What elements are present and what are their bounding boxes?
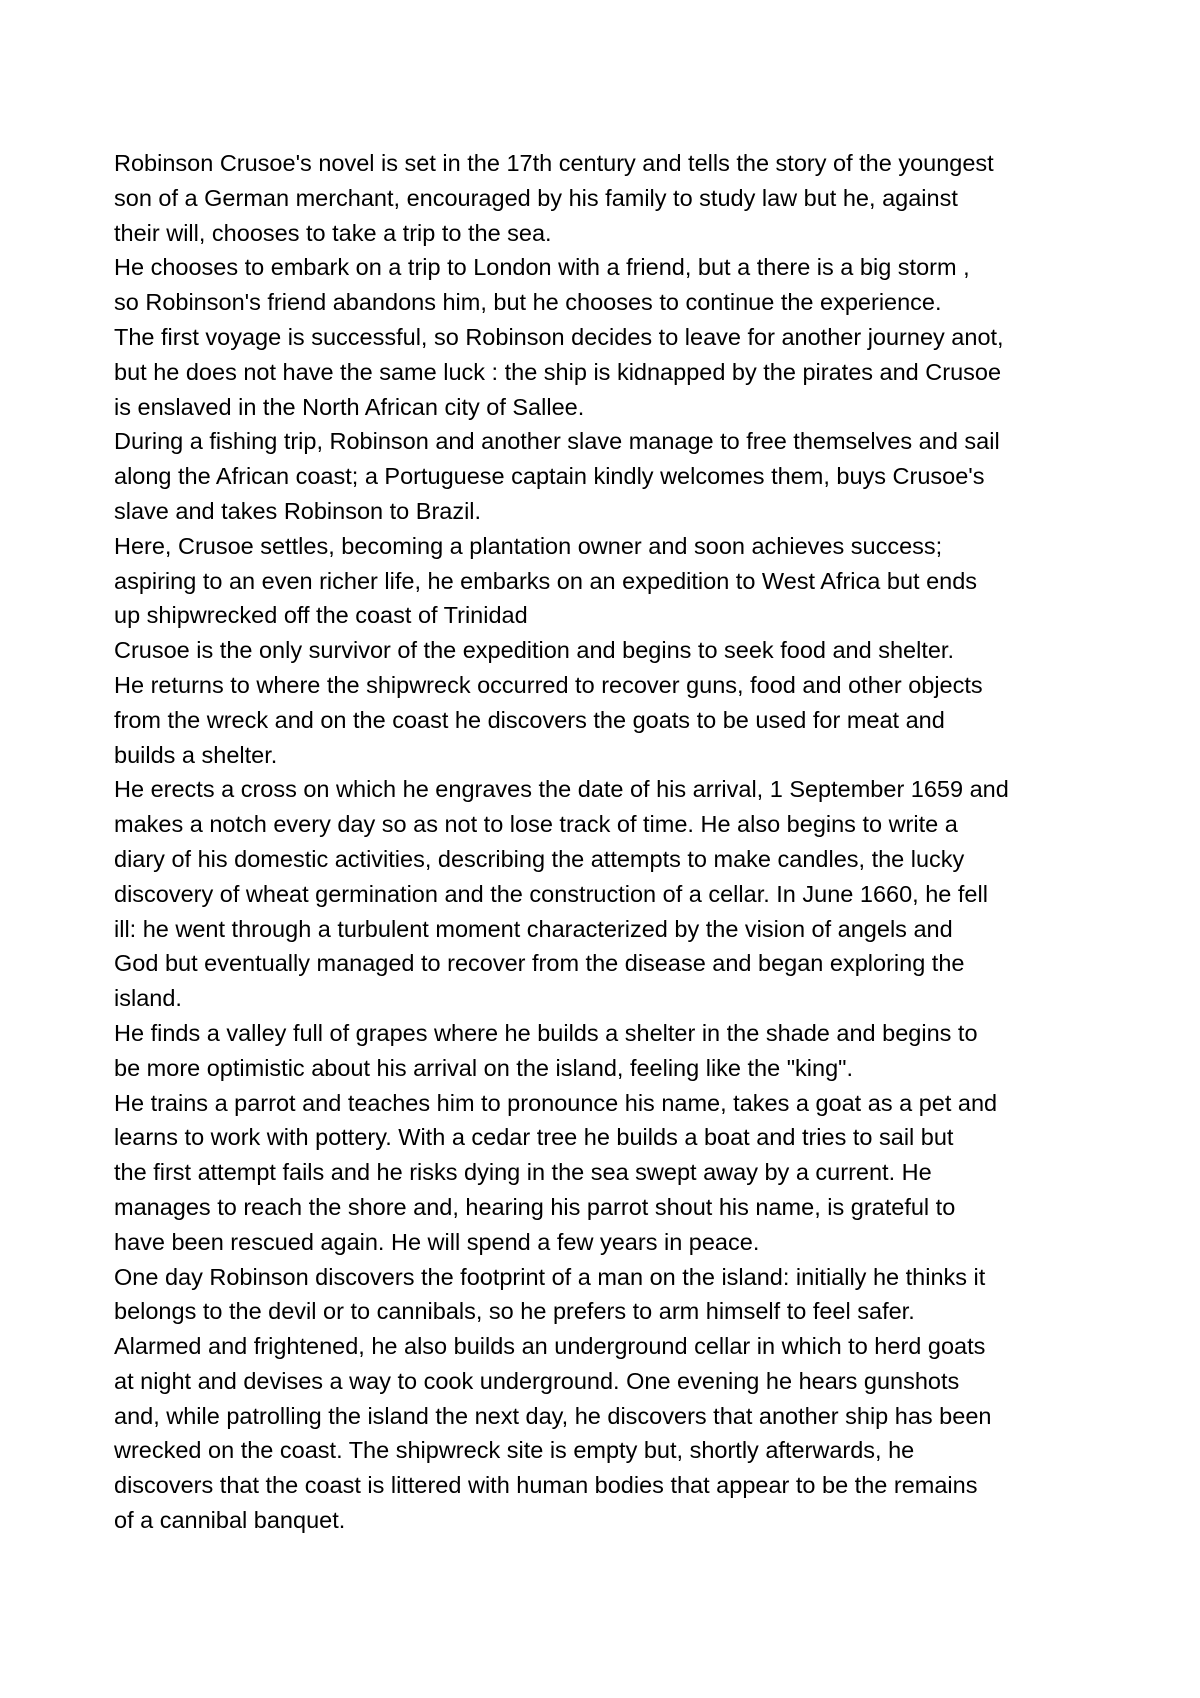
text-line: the first attempt fails and he risks dying in the sea swept away by a current. He: [114, 1159, 932, 1186]
text-line: son of a German merchant, encouraged by his family to study law but he, against: [114, 184, 958, 211]
paragraph-valley: [114, 1016, 1114, 1086]
text-line: The first voyage is successful, so Robinson decides to leave for another journey anot,: [114, 323, 1004, 350]
text-line: He trains a parrot and teaches him to pronounce his name, takes a goat as a pet and: [114, 1089, 998, 1116]
text-line: learns to work with pottery. With a cedar tree he builds a boat and tries to sail but: [114, 1124, 954, 1151]
text-line: is enslaved in the North African city of Sallee.: [114, 393, 585, 420]
text-line: Robinson Crusoe's novel is set in the 17th century and tells the story of the youngest: [114, 150, 994, 176]
text-line: manages to reach the shore and, hearing his parrot shout his name, is grateful to: [114, 1193, 956, 1220]
text-line: He chooses to embark on a trip to London with a friend, but a there is a big storm ,: [114, 254, 970, 281]
paragraph-intro: [114, 146, 1114, 250]
text-line: Crusoe is the only survivor of the expedition and begins to seek food and shelter.: [114, 637, 954, 664]
text-line: but he does not have the same luck : the ship is kidnapped by the pirates and Crusoe: [114, 358, 1002, 385]
text-line: Here, Crusoe settles, becoming a plantation owner and soon achieves success;: [114, 532, 943, 559]
text-line: diary of his domestic activities, describing the attempts to make candles, the lucky: [114, 845, 965, 872]
text-line: He erects a cross on which he engraves the date of his arrival, 1 September 1659 and: [114, 776, 1009, 803]
text-line: slave and takes Robinson to Brazil.: [114, 497, 482, 524]
text-line: makes a notch every day so as not to lose track of time. He also begins to write a: [114, 811, 958, 838]
text-line: along the African coast; a Portuguese captain kindly welcomes them, buys Crusoe's: [114, 463, 985, 490]
text-line: aspiring to an even richer life, he embarks on an expedition to West Africa but ends: [114, 567, 978, 594]
text-line: wrecked on the coast. The shipwreck site is empty but, shortly afterwards, he: [114, 1437, 915, 1464]
text-line: discovery of wheat germination and the construction of a cellar. In June 1660, he fell: [114, 880, 988, 907]
text-line: be more optimistic about his arrival on the island, feeling like the "king".: [114, 1054, 854, 1081]
text-line: belongs to the devil or to cannibals, so he prefers to arm himself to feel safer.: [114, 1298, 915, 1325]
paragraph-survivor: [114, 633, 1114, 668]
text-line: have been rescued again. He will spend a few years in peace.: [114, 1228, 760, 1255]
text-line: He finds a valley full of grapes where he builds a shelter in the shade and begins to: [114, 1019, 978, 1046]
text-line: up shipwrecked off the coast of Trinidad: [114, 602, 528, 629]
paragraph-footprint: [114, 1260, 1114, 1538]
text-line: so Robinson's friend abandons him, but he chooses to continue the experience.: [114, 289, 942, 316]
text-line: ill: he went through a turbulent moment characterized by the vision of angels and: [114, 915, 953, 942]
paragraph-escape: [114, 424, 1114, 528]
text-line: discovers that the coast is littered with human bodies that appear to be the remains: [114, 1472, 978, 1499]
paragraph-cross-diary: [114, 772, 1114, 1016]
text-line: builds a shelter.: [114, 741, 278, 768]
text-line: He returns to where the shipwreck occurred to recover guns, food and other objects: [114, 671, 983, 698]
text-line: from the wreck and on the coast he discovers the goats to be used for meat and: [114, 706, 945, 733]
text-line: During a fishing trip, Robinson and another slave manage to free themselves and sail: [114, 428, 1000, 455]
text-line: island.: [114, 985, 182, 1012]
text-line: their will, chooses to take a trip to the sea.: [114, 219, 552, 246]
document-body: [114, 146, 1114, 1538]
text-line: at night and devises a way to cook underground. One evening he hears gunshots: [114, 1367, 960, 1394]
text-line: Alarmed and frightened, he also builds an underground cellar in which to herd goats: [114, 1333, 986, 1360]
text-line: God but eventually managed to recover from the disease and began exploring the: [114, 950, 965, 977]
text-line: and, while patrolling the island the next day, he discovers that another ship has been: [114, 1402, 992, 1429]
paragraph-first-voyage: [114, 320, 1114, 424]
paragraph-parrot: [114, 1086, 1114, 1260]
text-line: of a cannibal banquet.: [114, 1507, 346, 1534]
text-line: One day Robinson discovers the footprint of a man on the island: initially he thinks it: [114, 1263, 986, 1290]
paragraph-brazil: [114, 529, 1114, 633]
paragraph-london-trip: [114, 250, 1114, 320]
paragraph-wreck: [114, 668, 1114, 772]
